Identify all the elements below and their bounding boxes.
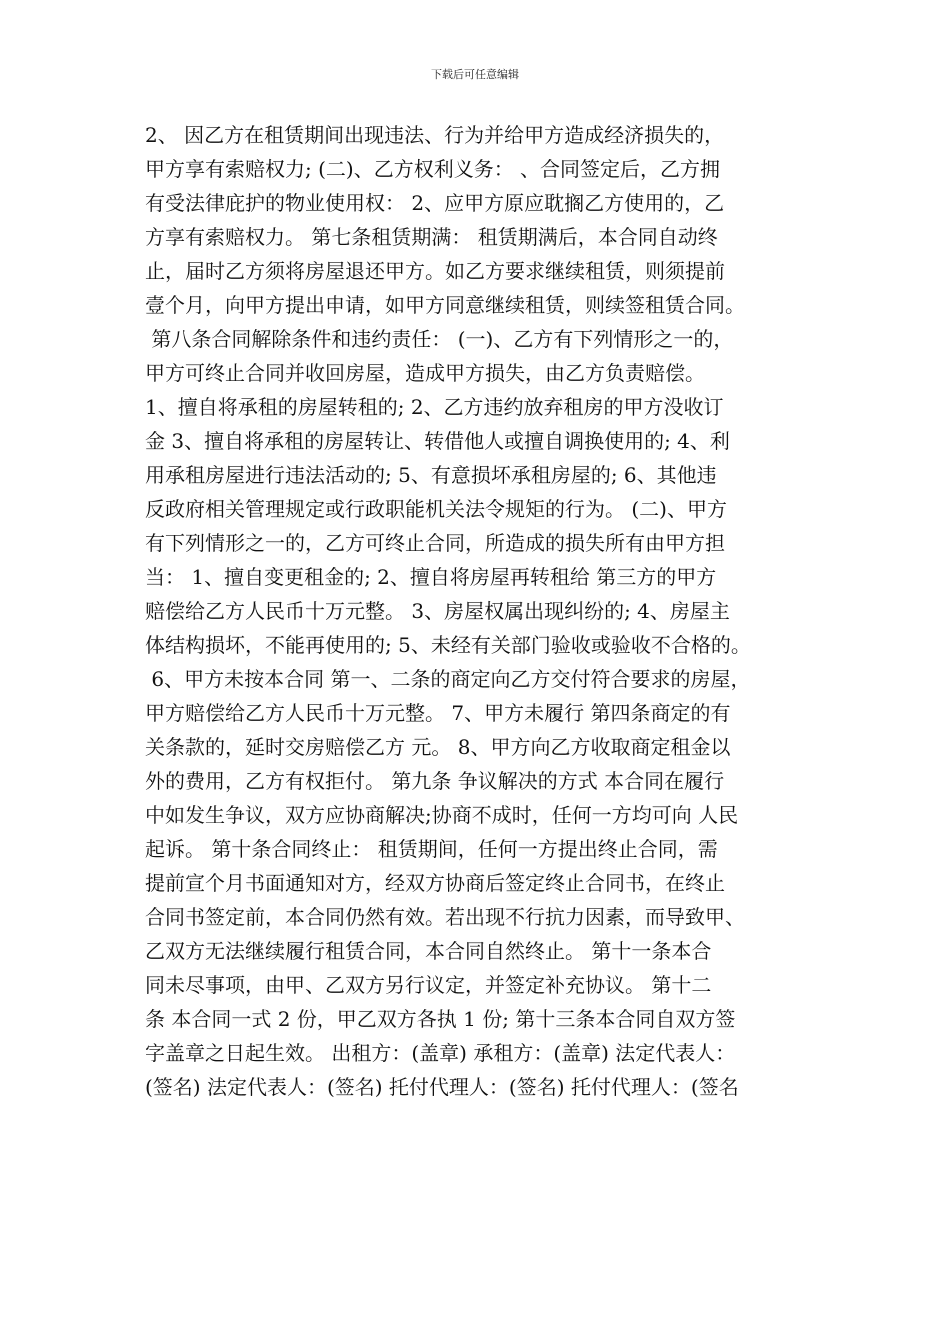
text-line: 关条款的，延时交房赔偿乙方 元。 8、甲方向乙方收取商定租金以	[145, 735, 731, 759]
text-line: 提前宣个月书面通知对方，经双方协商后签定终止合同书，在终止	[145, 871, 725, 895]
text-line: (签名) 法定代表人：(签名) 托付代理人：(签名) 托付代理人：(签名	[145, 1075, 739, 1099]
text-line: 6、甲方未按本合同 第一、二条的商定向乙方交付符合要求的房屋，	[145, 667, 751, 691]
text-line: 方享有索赔权力。 第七条租赁期满： 租赁期满后，本合同自动终	[145, 225, 718, 249]
text-line: 中如发生争议，双方应协商解决;协商不成时，任何一方均可向 人民	[145, 803, 739, 827]
text-line: 体结构损坏，不能再使用的; 5、未经有关部门验收或验收不合格的。	[145, 633, 751, 657]
text-line: 第八条合同解除条件和违约责任： (一)、乙方有下列情形之一的，	[145, 327, 734, 351]
text-line: 有下列情形之一的，乙方可终止合同，所造成的损失所有由甲方担	[145, 531, 725, 555]
text-line: 赔偿给乙方人民币十万元整。 3、房屋权属出现纠纷的; 4、房屋主	[145, 599, 730, 623]
text-line: 字盖章之日起生效。 出租方：(盖章) 承租方：(盖章) 法定代表人：	[145, 1041, 736, 1065]
text-line: 壹个月，向甲方提出申请，如甲方同意继续租赁，则续签租赁合同。	[145, 293, 745, 317]
text-line: 甲方可终止合同并收回房屋，造成甲方损失，由乙方负责赔偿。	[145, 361, 705, 385]
text-line: 外的费用，乙方有权拒付。 第九条 争议解决的方式 本合同在履行	[145, 769, 725, 793]
text-line: 金 3、擅自将承租的房屋转让、转借他人或擅自调换使用的; 4、利	[145, 429, 730, 453]
text-line: 当： 1、擅自变更租金的; 2、擅自将房屋再转租给 第三方的甲方	[145, 565, 717, 589]
text-line: 甲方享有索赔权力; (二)、乙方权利义务： 、合同签定后，乙方拥	[145, 157, 721, 181]
text-line: 起诉。 第十条合同终止： 租赁期间，任何一方提出终止合同，需	[145, 837, 718, 861]
text-line: 有受法律庇护的物业使用权： 2、应甲方原应耽搁乙方使用的，乙	[145, 191, 725, 215]
contract-body	[145, 118, 815, 1104]
text-line: 条 本合同一式 2 份，甲乙双方各执 1 份; 第十三条本合同自双方签	[145, 1007, 736, 1031]
text-line: 反政府相关管理规定或行政职能机关法令规矩的行为。 (二)、甲方	[145, 497, 727, 521]
text-line: 乙双方无法继续履行租赁合同，本合同自然终止。 第十一条本合	[145, 939, 712, 963]
text-line: 甲方赔偿给乙方人民币十万元整。 7、甲方未履行 第四条商定的有	[145, 701, 731, 725]
text-line: 同未尽事项，由甲、乙双方另行议定，并签定补充协议。 第十二	[145, 973, 712, 997]
text-line: 1、擅自将承租的房屋转租的; 2、乙方违约放弃租房的甲方没收订	[145, 395, 724, 419]
page-header: 下载后可任意编辑	[431, 68, 519, 81]
text-line: 止，届时乙方须将房屋退还甲方。如乙方要求继续租赁，则须提前	[145, 259, 725, 283]
text-line: 用承租房屋进行违法活动的; 5、有意损坏承租房屋的; 6、其他违	[145, 463, 717, 487]
text-line: 2、 因乙方在租赁期间出现违法、行为并给甲方造成经济损失的，	[145, 123, 725, 147]
text-line: 合同书签定前，本合同仍然有效。若出现不行抗力因素，而导致甲、	[145, 905, 745, 929]
